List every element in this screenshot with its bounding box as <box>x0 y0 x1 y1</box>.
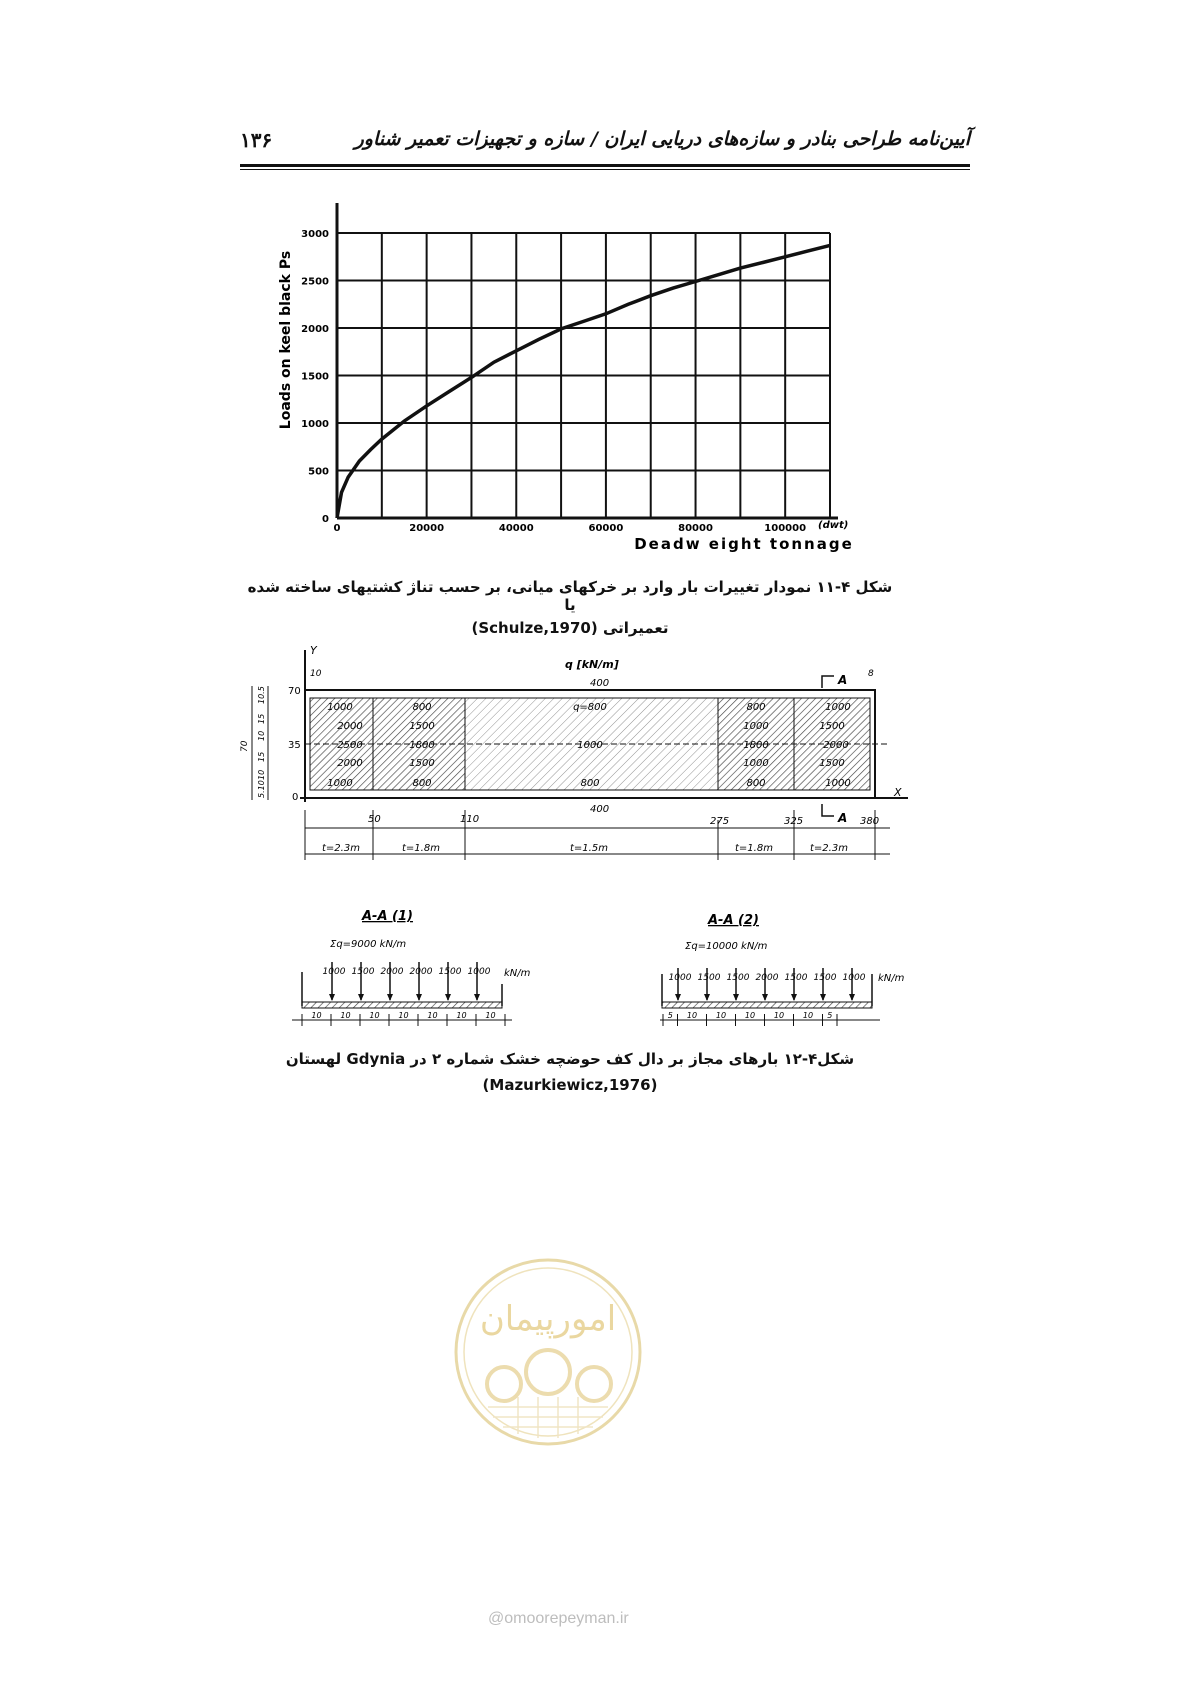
zlo-3: 2500 <box>337 740 363 751</box>
zro-2: 1500 <box>819 721 845 732</box>
y-tick-label: 1500 <box>301 371 329 383</box>
gear-icon <box>526 1350 570 1394</box>
plan-total-height: 70 <box>240 740 250 752</box>
load-arrowhead <box>762 994 768 1001</box>
zli-1: 800 <box>412 702 432 713</box>
load-value: 2000 <box>409 967 433 977</box>
section2-unit: kN/m <box>878 973 905 984</box>
section1-sum: Σq=9000 kN/m <box>330 939 407 950</box>
y-tick-label: 500 <box>308 466 329 478</box>
zri-5: 800 <box>746 778 766 789</box>
load-arrowhead <box>791 994 797 1001</box>
station-325: 325 <box>784 816 804 827</box>
watermark-logo <box>448 1252 648 1452</box>
x-axis-unit: (dwt) <box>818 520 849 531</box>
zc-2: 1000 <box>577 740 603 751</box>
section-mark-top: A <box>838 673 848 687</box>
section1-unit: kN/m <box>504 968 531 979</box>
x-tick-label: 40000 <box>498 523 534 534</box>
plan-q-label: q [kN/m] <box>565 658 619 671</box>
spacing-value: 10 <box>311 1011 322 1020</box>
station-110: 110 <box>460 814 480 825</box>
y-tick-labels <box>301 229 329 525</box>
load-value: 1500 <box>784 973 808 983</box>
y-tick-label: 1000 <box>301 419 329 430</box>
load-arrowhead <box>820 994 826 1001</box>
section2-sum: Σq=10000 kN/m <box>685 941 768 952</box>
plan-dim-8: 8 <box>868 669 874 679</box>
zli-3: 1800 <box>409 740 435 751</box>
x-tick-label: 0 <box>333 523 341 534</box>
zri-1: 800 <box>746 702 766 713</box>
section2-title: A-A (2) <box>708 913 759 928</box>
spacing-value: 10 <box>456 1011 467 1020</box>
load-value: 1500 <box>726 973 750 983</box>
spacing-value: 10 <box>485 1011 496 1020</box>
load-value: 1500 <box>351 967 375 977</box>
load-value: 1000 <box>668 973 692 983</box>
spacing-value: 10 <box>802 1011 814 1020</box>
left-dim-4: 15 <box>257 751 266 762</box>
figure-12-caption-line2: (Mazurkiewicz,1976) <box>482 1076 658 1094</box>
load-arrowhead <box>358 994 364 1001</box>
load-arrowhead <box>329 994 335 1001</box>
thickness-4: t=1.8m <box>735 843 773 854</box>
load-value: 1500 <box>813 973 837 983</box>
section-arrow-bottom <box>822 804 834 816</box>
spacing-value: 10 <box>744 1011 756 1020</box>
spacing-value: 10 <box>340 1011 351 1020</box>
plan-dim-10: 10 <box>310 669 322 679</box>
spacing-value: 10 <box>686 1011 698 1020</box>
load-arrowhead <box>474 994 480 1001</box>
load-value: 1500 <box>697 973 721 983</box>
load-value: 1000 <box>322 967 346 977</box>
section2-spacings <box>663 1011 837 1026</box>
zli-2: 1500 <box>409 721 435 732</box>
load-arrowhead <box>387 994 393 1001</box>
zro-5: 1000 <box>825 778 851 789</box>
x-tick-labels <box>334 523 807 534</box>
load-curve <box>337 245 830 518</box>
left-dim-2: 15 <box>257 713 266 724</box>
zri-4: 1000 <box>743 758 769 769</box>
zlo-4: 2000 <box>337 758 363 769</box>
x-axis-label: Deadw eight tonnage <box>634 535 854 553</box>
zlo-1: 1000 <box>327 702 353 713</box>
thickness-2: t=1.8m <box>402 843 440 854</box>
spacing-value: 10 <box>427 1011 438 1020</box>
station-380: 380 <box>860 816 880 827</box>
spacing-value: 10 <box>773 1011 785 1020</box>
load-arrowhead <box>675 994 681 1001</box>
x-tick-label: 80000 <box>678 523 713 534</box>
x-tick-label: 100000 <box>764 523 807 534</box>
dock-floor-plan <box>230 640 920 870</box>
figure-12-caption <box>245 1050 895 1094</box>
zlo-2: 2000 <box>337 721 363 732</box>
station-275: 275 <box>710 816 730 827</box>
zro-3: 2000 <box>823 740 849 751</box>
load-value: 2000 <box>755 973 779 983</box>
load-arrowhead <box>704 994 710 1001</box>
figure-11-caption-line1: شکل ۴-۱۱ نمودار تغییرات بار وارد بر خرکهای میانی، بر حسب تناژ کشتیهای ساخته شده یا <box>247 578 893 614</box>
load-arrowhead <box>445 994 451 1001</box>
header-rule-thin <box>240 169 970 170</box>
x-tick-label: 20000 <box>409 523 445 534</box>
section1-slab <box>302 1002 502 1008</box>
figure-11-caption <box>245 578 895 637</box>
header-rule <box>240 164 970 167</box>
plan-top-dim: 400 <box>590 678 610 689</box>
load-value: 2000 <box>380 967 404 977</box>
load-value: 1000 <box>842 973 866 983</box>
zro-4: 1500 <box>819 758 845 769</box>
figure-12-caption-line1: شکل۴-۱۲ بارهای مجاز بر دال کف حوضچه خشک شماره ۲ در Gdynia لهستان <box>285 1050 855 1068</box>
plan-bottom-dim: 400 <box>590 804 610 815</box>
section2-loads <box>669 968 866 1001</box>
plan-y-axis: Y <box>310 644 317 657</box>
section1-title: A-A (1) <box>362 909 413 924</box>
thickness-5: t=2.3m <box>810 843 848 854</box>
load-arrowhead <box>849 994 855 1001</box>
left-dim-1: 10.5 <box>257 686 266 704</box>
load-value: 1000 <box>467 967 491 977</box>
section-aa-2 <box>660 906 920 1031</box>
station-50: 50 <box>368 814 381 825</box>
excavator-gear-icon <box>577 1367 611 1401</box>
y-tick-label: 2500 <box>301 276 329 288</box>
watermark-logo-text: امورپیمان <box>479 1299 617 1339</box>
spacing-value: 10 <box>398 1011 409 1020</box>
plan-y-35: 35 <box>288 740 301 751</box>
section-arrow-top <box>822 676 834 688</box>
load-arrowhead <box>733 994 739 1001</box>
load-arrowhead <box>416 994 422 1001</box>
chart-grid <box>337 233 830 518</box>
thickness-3: t=1.5m <box>570 843 608 854</box>
spacing-value: 10 <box>369 1011 380 1020</box>
zli-4: 1500 <box>409 758 435 769</box>
zc-1: q=800 <box>573 702 607 713</box>
zc-3: 800 <box>580 778 600 789</box>
zli-5: 800 <box>412 778 432 789</box>
y-tick-label: 3000 <box>301 229 329 240</box>
load-value: 1500 <box>438 967 462 977</box>
section2-slab <box>662 1002 872 1008</box>
zlo-5: 1000 <box>327 778 353 789</box>
figure-11-caption-line2: تعمیراتی (Schulze,1970) <box>471 619 669 637</box>
zro-1: 1000 <box>825 702 851 713</box>
spacing-value: 5 <box>667 1011 673 1020</box>
thickness-1: t=2.3m <box>322 843 360 854</box>
x-tick-label: 60000 <box>588 523 624 534</box>
section-aa-1 <box>292 906 542 1031</box>
watermark-url: @omoorepeyman.ir <box>488 1610 629 1627</box>
scales-gear-icon <box>487 1367 521 1401</box>
section-mark-bottom: A <box>838 811 848 825</box>
left-dim-6: 5.10 <box>257 780 266 798</box>
left-dim-5: 10 <box>257 769 266 780</box>
zri-2: 1000 <box>743 721 769 732</box>
y-axis-label: Loads on keel black Ps <box>278 250 294 430</box>
zri-3: 1800 <box>743 740 769 751</box>
y-tick-label: 0 <box>322 514 329 525</box>
left-dim-3: 10 <box>257 730 266 741</box>
running-title: آیین‌نامه طراحی بنادر و سازه‌های دریایی ایران / سازه و تجهیزات تعمیر شناور <box>354 128 970 150</box>
page-header <box>240 128 970 168</box>
spacing-value: 5 <box>827 1011 833 1020</box>
section1-loads <box>323 962 491 1001</box>
y-tick-label: 2000 <box>301 324 329 335</box>
load-tonnage-chart <box>270 200 880 570</box>
section1-spacings <box>302 1011 505 1026</box>
spacing-value: 10 <box>715 1011 727 1020</box>
plan-x-axis: X <box>894 786 902 799</box>
plan-y-70: 70 <box>288 686 301 697</box>
page-number: ۱۳۶ <box>240 128 273 152</box>
plan-y-0: 0 <box>292 792 299 803</box>
